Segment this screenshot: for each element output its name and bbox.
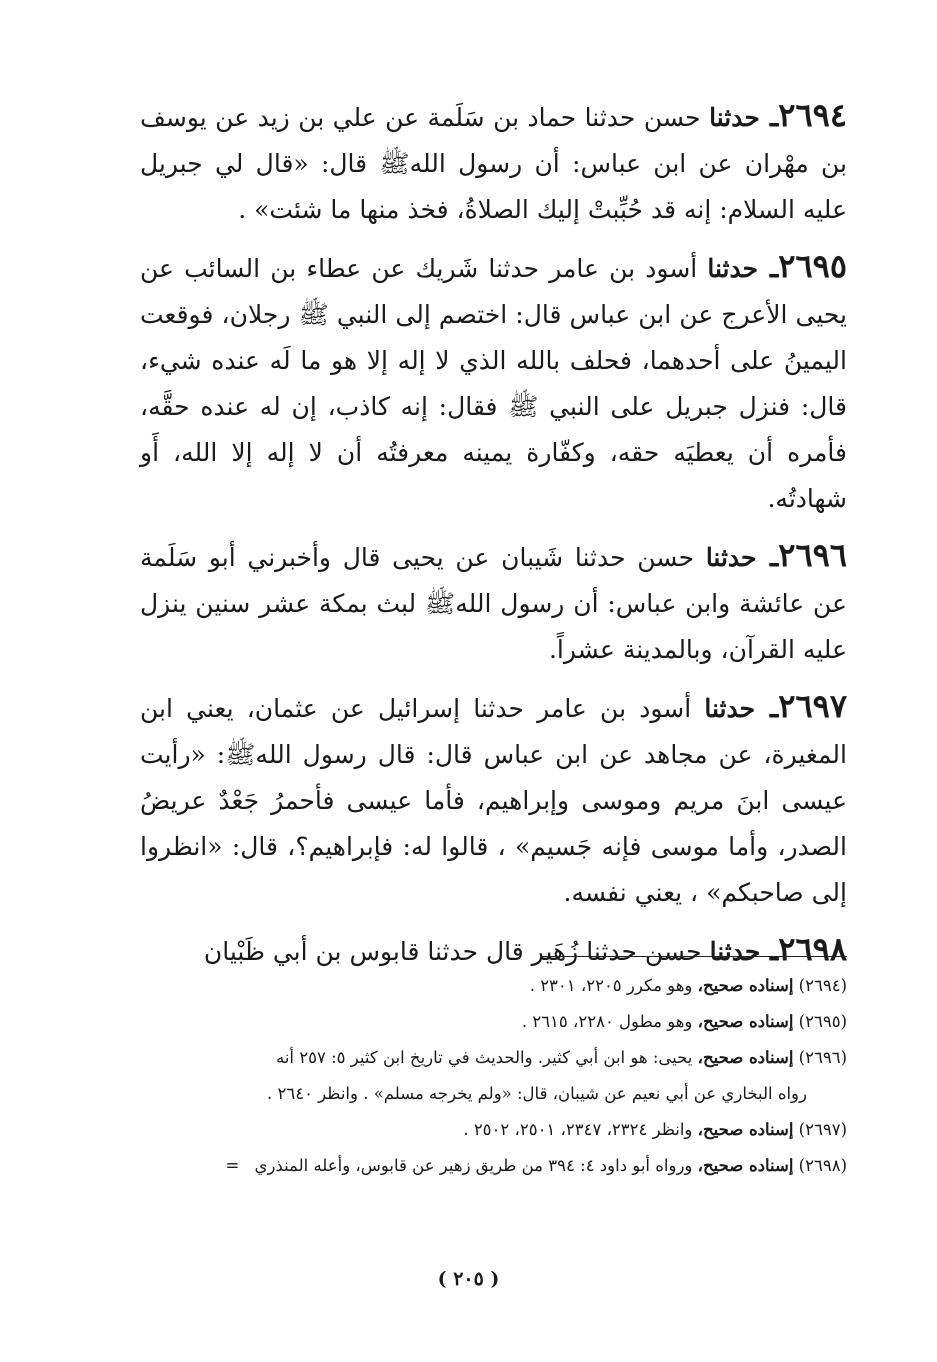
hadith-2694: ٢٦٩٤ـ حدثنا حسن حدثنا حماد بن سَلَمة عن علي بن زيد عن يوسف بن مهْران عن ابن عباس: أن رسول اللهﷺ قال: «قال لي جبريل عليه السلام: إنه قد حُبِّبتْ إليك الصلاةُ، فخذ منها ما شئت» . [140, 96, 847, 224]
main-text [140, 92, 847, 985]
footnote-2696 [115, 1040, 847, 1076]
footnote-grade: إسناده صحيح، [697, 1156, 794, 1175]
hadith-number: ٢٦٩٧ [778, 687, 847, 725]
footnotes [115, 968, 847, 1184]
hadith-text: حسن حدثنا حماد بن سَلَمة عن علي بن زيد عن يوسف بن مهْران عن ابن عباس: أن رسول اللهﷺ قال: «قال لي جبريل عليه السلام: إنه قد حُبِّبتْ إليك الصلاةُ، فخذ منها ما شئت» . [140, 103, 847, 224]
footnote-grade: إسناده صحيح، [697, 1048, 794, 1067]
footnote-text: وهو مطول ٢٢٨٠، ٢٦١٥ . [521, 1012, 693, 1031]
hadith-text: حسن حدثنا شَيبان عن يحيى قال وأخبرني أبو سَلَمة عن عائشة وابن عباس: أن رسول اللهﷺ لبث بمكة عشر سنين ينزل عليه القرآن، وبالمدينة عشراً. [140, 543, 847, 664]
footnote-2698 [115, 1148, 847, 1184]
hadith-number: ٢٦٩٦ [778, 536, 848, 574]
footnote-text: وانظر ٢٣٢٤، ٢٣٤٧، ٢٥٠١، ٢٥٠٢ . [463, 1120, 693, 1139]
hadith-keyword: حدثنا [709, 937, 761, 966]
hadith-2696: ٢٦٩٦ـ حدثنا حسن حدثنا شَيبان عن يحيى قال وأخبرني أبو سَلَمة عن عائشة وابن عباس: أن رسول اللهﷺ لبث بمكة عشر سنين ينزل عليه القرآن، وبالمدينة عشراً. [140, 536, 848, 664]
hadith-text: حسن حدثنا زُهَير قال حدثنا قابوس بن أبي ظَبْيان [203, 937, 702, 966]
footnote-ref: (٢٦٩٧) [798, 1120, 847, 1139]
hadith-keyword: حدثنا [707, 254, 759, 283]
footnote-ref: (٢٦٩٨) [798, 1156, 847, 1175]
hadith-text: أسود بن عامر حدثنا شَريك عن عطاء بن السائب عن يحيى الأعرج عن ابن عباس قال: اختصم إلى النبي ﷺ رجلان، فوقعت اليمينُ على أحدهما، فحلف بالله الذي لا إله إلا هو ما لَه عنده شيء، قال: فنزل جبريل على النبي ﷺ فقال: إنه كاذب، إن له عنده حقَّه، فأمره أن يعطيَه حقه، وكفّارة يمينه معرفتُه أن لا إله إلا الله، أَو شهادتُه. [140, 254, 847, 513]
footnote-2697 [115, 1112, 847, 1148]
footnote-grade: إسناده صحيح، [697, 1012, 794, 1031]
footnote-grade: إسناده صحيح، [697, 976, 794, 995]
hadith-2695: ٢٦٩٥ـ حدثنا أسود بن عامر حدثنا شَريك عن عطاء بن السائب عن يحيى الأعرج عن ابن عباس قال: اختصم إلى النبي ﷺ رجلان، فوقعت اليمينُ على أحدهما، فحلف بالله الذي لا إله إلا هو ما لَه عنده شيء، قال: فنزل جبريل على النبي ﷺ فقال: إنه كاذب، إن له عنده حقَّه، فأمره أن يعطيَه حقه، وكفّارة يمينه معرفتُه أن لا إله إلا الله، أَو شهادتُه. [140, 247, 848, 513]
footnote-2695 [115, 1004, 847, 1040]
hadith-2697: ٢٦٩٧ـ حدثنا أسود بن عامر حدثنا إسرائيل عن عثمان، يعني ابن المغيرة، عن مجاهد عن ابن عباس قال: قال رسول اللهﷺ: «رأيت عيسى ابنَ مريم وموسى وإبراهيم، فأما عيسى فأحمرُ جَعْدٌ عريضُ الصدر، وأما موسى فإنه جَسيم» ، قالوا له: فإبراهيم؟، قال: «انظروا إلى صاحبكم» ، يعني نفسه. [140, 687, 848, 907]
footnote-ref: (٢٦٩٦) [798, 1048, 847, 1067]
continuation-mark: = [225, 1156, 240, 1175]
footnote-grade: إسناده صحيح، [697, 1120, 794, 1139]
hadith-number: ٢٦٩٨ [778, 930, 847, 968]
footnote-text: ورواه أبو داود ٤: ٣٩٤ من طريق زهير عن قابوس، وأعله المنذري [254, 1156, 693, 1175]
footnote-2694 [115, 968, 847, 1004]
hadith-keyword: حدثنا [705, 543, 757, 572]
hadith-keyword: حدثنا [709, 103, 760, 132]
footnote-ref: (٢٦٩٤) [798, 976, 847, 995]
footnote-ref: (٢٦٩٥) [798, 1012, 847, 1031]
hadith-keyword: حدثنا [704, 694, 756, 723]
page-number: ( ٢٠٥ ) [437, 1268, 500, 1290]
footnote-divider [540, 956, 847, 957]
footnote-text: وهو مكرر ٢٢٠٥، ٢٣٠١ . [529, 976, 693, 995]
hadith-number: ٢٦٩٥ [778, 247, 848, 285]
footnote-2696-continuation: رواه البخاري عن أبي نعيم عن شيبان، قال: «ولم يخرجه مسلم» . وانظر ٢٦٤٠ . [266, 1084, 807, 1103]
hadith-number: ٢٦٩٤ [778, 96, 847, 134]
hadith-2698: ٢٦٩٨ـ حدثنا حسن حدثنا زُهَير قال حدثنا قابوس بن أبي ظَبْيان [203, 930, 847, 968]
hadith-text: أسود بن عامر حدثنا إسرائيل عن عثمان، يعني ابن المغيرة، عن مجاهد عن ابن عباس قال: قال رسول اللهﷺ: «رأيت عيسى ابنَ مريم وموسى وإبراهيم، فأما عيسى فأحمرُ جَعْدٌ عريضُ الصدر، وأما موسى فإنه جَسيم» ، قالوا له: فإبراهيم؟، قال: «انظروا إلى صاحبكم» ، يعني نفسه. [140, 694, 848, 907]
footnote-text: يحيى: هو ابن أبي كثير. والحديث في تاريخ ابن كثير ٥: ٢٥٧ أنه [275, 1048, 693, 1067]
